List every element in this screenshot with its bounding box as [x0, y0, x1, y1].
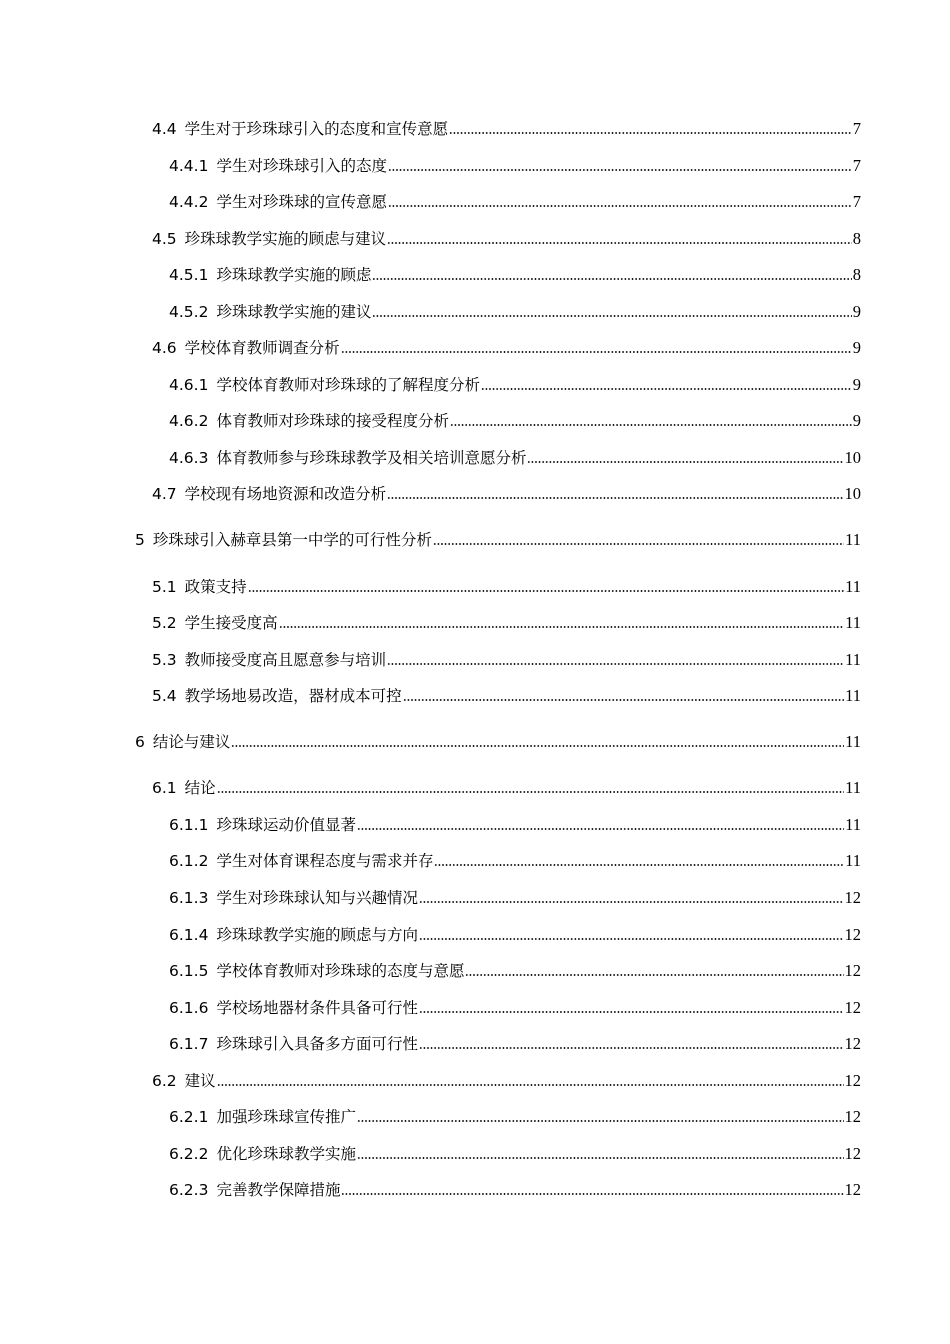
- toc-entry-6-1-6[interactable]: [169, 996, 861, 1018]
- toc-title: 学生对于珍珠球引入的态度和宣传意愿: [184, 120, 449, 138]
- dot-leader: [387, 662, 844, 666]
- toc-entry-4-4[interactable]: [152, 117, 861, 139]
- toc-page-number: 11: [845, 530, 861, 549]
- toc-number: 5: [135, 531, 145, 549]
- dot-leader: [279, 625, 844, 629]
- toc-number: 4.5.1: [169, 266, 209, 284]
- toc-entry-4-4-2[interactable]: [169, 190, 861, 212]
- toc-page-number: 9: [852, 302, 861, 321]
- toc-entry-6-2-3[interactable]: [169, 1178, 861, 1200]
- toc-number: 6: [135, 733, 145, 751]
- toc-page-number: 12: [844, 961, 861, 980]
- toc-page-number: 11: [845, 650, 861, 669]
- toc-title: 珍珠球引入具备多方面可行性: [216, 1035, 418, 1053]
- toc-title: 珍珠球运动价值显著: [216, 816, 356, 834]
- dot-leader: [248, 589, 844, 593]
- dot-leader: [388, 168, 852, 172]
- toc-number: 4.6.2: [169, 412, 209, 430]
- toc-entry-4-5-2[interactable]: [169, 300, 861, 322]
- dot-leader: [419, 1010, 844, 1014]
- toc-entry-4-4-1[interactable]: [169, 154, 861, 176]
- toc-number: 4.5: [152, 230, 177, 248]
- toc-entry-6[interactable]: [135, 730, 861, 752]
- toc-title: 体育教师对珍珠球的接受程度分析: [216, 412, 449, 430]
- dot-leader: [449, 131, 852, 135]
- toc-page-number: 11: [845, 732, 861, 751]
- toc-entry-4-6[interactable]: [152, 336, 861, 358]
- dot-leader: [372, 314, 851, 318]
- toc-number: 6.2: [152, 1072, 177, 1090]
- toc-entry-6-1-3[interactable]: [169, 886, 861, 908]
- toc-title: 珍珠球教学实施的顾虑: [216, 266, 372, 284]
- toc-entry-6-1[interactable]: [152, 776, 861, 798]
- toc-title: 学校场地器材条件具备可行性: [216, 999, 418, 1017]
- toc-number: 4.6: [152, 339, 177, 357]
- toc-entry-5-2[interactable]: [152, 611, 861, 633]
- toc-entry-4-6-3[interactable]: [169, 446, 861, 468]
- toc-page-number: 12: [844, 1071, 861, 1090]
- dot-leader: [527, 460, 843, 464]
- dot-leader: [357, 1156, 844, 1160]
- toc-page-number: 11: [845, 778, 861, 797]
- dot-leader: [419, 937, 844, 941]
- toc-title: 政策支持: [184, 578, 247, 596]
- dot-leader: [450, 423, 852, 427]
- toc-entry-6-2-1[interactable]: [169, 1105, 861, 1127]
- toc-number: 5.2: [152, 614, 177, 632]
- toc-number: 5.4: [152, 687, 177, 705]
- toc-number: 4.6.3: [169, 449, 209, 467]
- toc-title: 教学场地易改造，器材成本可控: [184, 687, 402, 705]
- dot-leader: [434, 863, 844, 867]
- toc-number: 6.1.4: [169, 926, 209, 944]
- toc-entry-4-6-2[interactable]: [169, 409, 861, 431]
- toc-title: 珍珠球教学实施的顾虑与方向: [216, 926, 418, 944]
- toc-page-number: 12: [844, 1144, 861, 1163]
- toc-page-number: 7: [852, 156, 861, 175]
- dot-leader: [387, 241, 852, 245]
- toc-number: 6.1.5: [169, 962, 209, 980]
- dot-leader: [372, 277, 851, 281]
- toc-number: 4.7: [152, 485, 177, 503]
- dot-leader: [387, 496, 843, 500]
- toc-title: 加强珍珠球宣传推广: [216, 1108, 356, 1126]
- toc-page-number: 10: [844, 448, 861, 467]
- dot-leader: [217, 790, 844, 794]
- toc-number: 6.1.6: [169, 999, 209, 1017]
- toc-title: 教师接受度高且愿意参与培训: [184, 651, 387, 669]
- toc-entry-5-1[interactable]: [152, 575, 861, 597]
- toc-number: 6.1.7: [169, 1035, 209, 1053]
- toc-title: 完善教学保障措施: [216, 1181, 341, 1199]
- toc-page-number: 7: [852, 192, 861, 211]
- dot-leader: [433, 542, 844, 546]
- toc-number: 6.1.1: [169, 816, 209, 834]
- toc-title: 优化珍珠球教学实施: [216, 1145, 356, 1163]
- toc-page-number: 12: [844, 888, 861, 907]
- toc-number: 5.3: [152, 651, 177, 669]
- dot-leader: [388, 204, 852, 208]
- dot-leader: [357, 827, 844, 831]
- toc-page-number: 11: [845, 815, 861, 834]
- toc-page-number: 9: [852, 338, 861, 357]
- toc-entry-6-1-5[interactable]: [169, 959, 861, 981]
- dot-leader: [341, 350, 852, 354]
- toc-page-number: 9: [852, 411, 861, 430]
- toc-title: 学生对珍珠球认知与兴趣情况: [216, 889, 418, 907]
- dot-leader: [465, 973, 843, 977]
- dot-leader: [419, 1046, 844, 1050]
- toc-entry-4-7[interactable]: [152, 482, 861, 504]
- toc-number: 4.4.2: [169, 193, 209, 211]
- toc-title: 建议: [184, 1072, 216, 1090]
- toc-number: 6.2.2: [169, 1145, 209, 1163]
- toc-page-number: 12: [844, 1034, 861, 1053]
- toc-entry-6-1-1[interactable]: [169, 813, 861, 835]
- toc-page-number: 11: [845, 613, 861, 632]
- toc-entry-6-1-4[interactable]: [169, 923, 861, 945]
- dot-leader: [231, 744, 844, 748]
- toc-title: 珍珠球教学实施的顾虑与建议: [184, 230, 387, 248]
- toc-number: 6.1.2: [169, 852, 209, 870]
- toc-page-number: 7: [852, 119, 861, 138]
- toc-page-number: 11: [845, 851, 861, 870]
- toc-page-number: 8: [852, 265, 861, 284]
- toc-entry-5[interactable]: [135, 528, 861, 550]
- dot-leader: [217, 1083, 844, 1087]
- toc-number: 4.4: [152, 120, 177, 138]
- toc-title: 体育教师参与珍珠球教学及相关培训意愿分析: [216, 449, 527, 467]
- toc-page-number: 9: [852, 375, 861, 394]
- toc-title: 学生接受度高: [184, 614, 278, 632]
- toc-number: 4.5.2: [169, 303, 209, 321]
- toc-entry-6-2[interactable]: [152, 1069, 861, 1091]
- toc-number: 6.2.1: [169, 1108, 209, 1126]
- toc-entry-4-6-1[interactable]: [169, 373, 861, 395]
- toc-entry-6-2-2[interactable]: [169, 1142, 861, 1164]
- toc-entry-6-1-2[interactable]: [169, 849, 861, 871]
- toc-number: 5.1: [152, 578, 177, 596]
- dot-leader: [419, 900, 844, 904]
- dot-leader: [403, 698, 844, 702]
- dot-leader: [341, 1192, 843, 1196]
- toc-page-number: 12: [844, 998, 861, 1017]
- toc-title: 学校现有场地资源和改造分析: [184, 485, 387, 503]
- toc-title: 结论: [184, 779, 216, 797]
- dot-leader: [357, 1119, 844, 1123]
- toc-page-number: 12: [844, 1107, 861, 1126]
- toc-title: 学生对珍珠球引入的态度: [216, 157, 387, 175]
- toc-entry-5-3[interactable]: [152, 648, 861, 670]
- toc-number: 6.1: [152, 779, 177, 797]
- toc-page-number: 11: [845, 577, 861, 596]
- toc-title: 结论与建议: [152, 733, 231, 751]
- toc-title: 学生对珍珠球的宣传意愿: [216, 193, 387, 211]
- toc-title: 学生对体育课程态度与需求并存: [216, 852, 434, 870]
- toc-entry-4-5[interactable]: [152, 227, 861, 249]
- toc-title: 珍珠球教学实施的建议: [216, 303, 372, 321]
- toc-title: 学校体育教师调查分析: [184, 339, 340, 357]
- toc-number: 4.6.1: [169, 376, 209, 394]
- toc-title: 学校体育教师对珍珠球的了解程度分析: [216, 376, 480, 394]
- toc-page-number: 12: [844, 1180, 861, 1199]
- toc-page-number: 10: [844, 484, 861, 503]
- toc-entry-5-4[interactable]: [152, 684, 861, 706]
- toc-number: 6.2.3: [169, 1181, 209, 1199]
- toc-number: 6.1.3: [169, 889, 209, 907]
- toc-title: 学校体育教师对珍珠球的态度与意愿: [216, 962, 465, 980]
- toc-page-number: 8: [852, 229, 861, 248]
- toc-entry-4-5-1[interactable]: [169, 263, 861, 285]
- dot-leader: [481, 387, 852, 391]
- toc-page-number: 11: [845, 686, 861, 705]
- toc-page-number: 12: [844, 925, 861, 944]
- toc-title: 珍珠球引入赫章县第一中学的可行性分析: [152, 531, 432, 549]
- toc-entry-6-1-7[interactable]: [169, 1032, 861, 1054]
- toc-number: 4.4.1: [169, 157, 209, 175]
